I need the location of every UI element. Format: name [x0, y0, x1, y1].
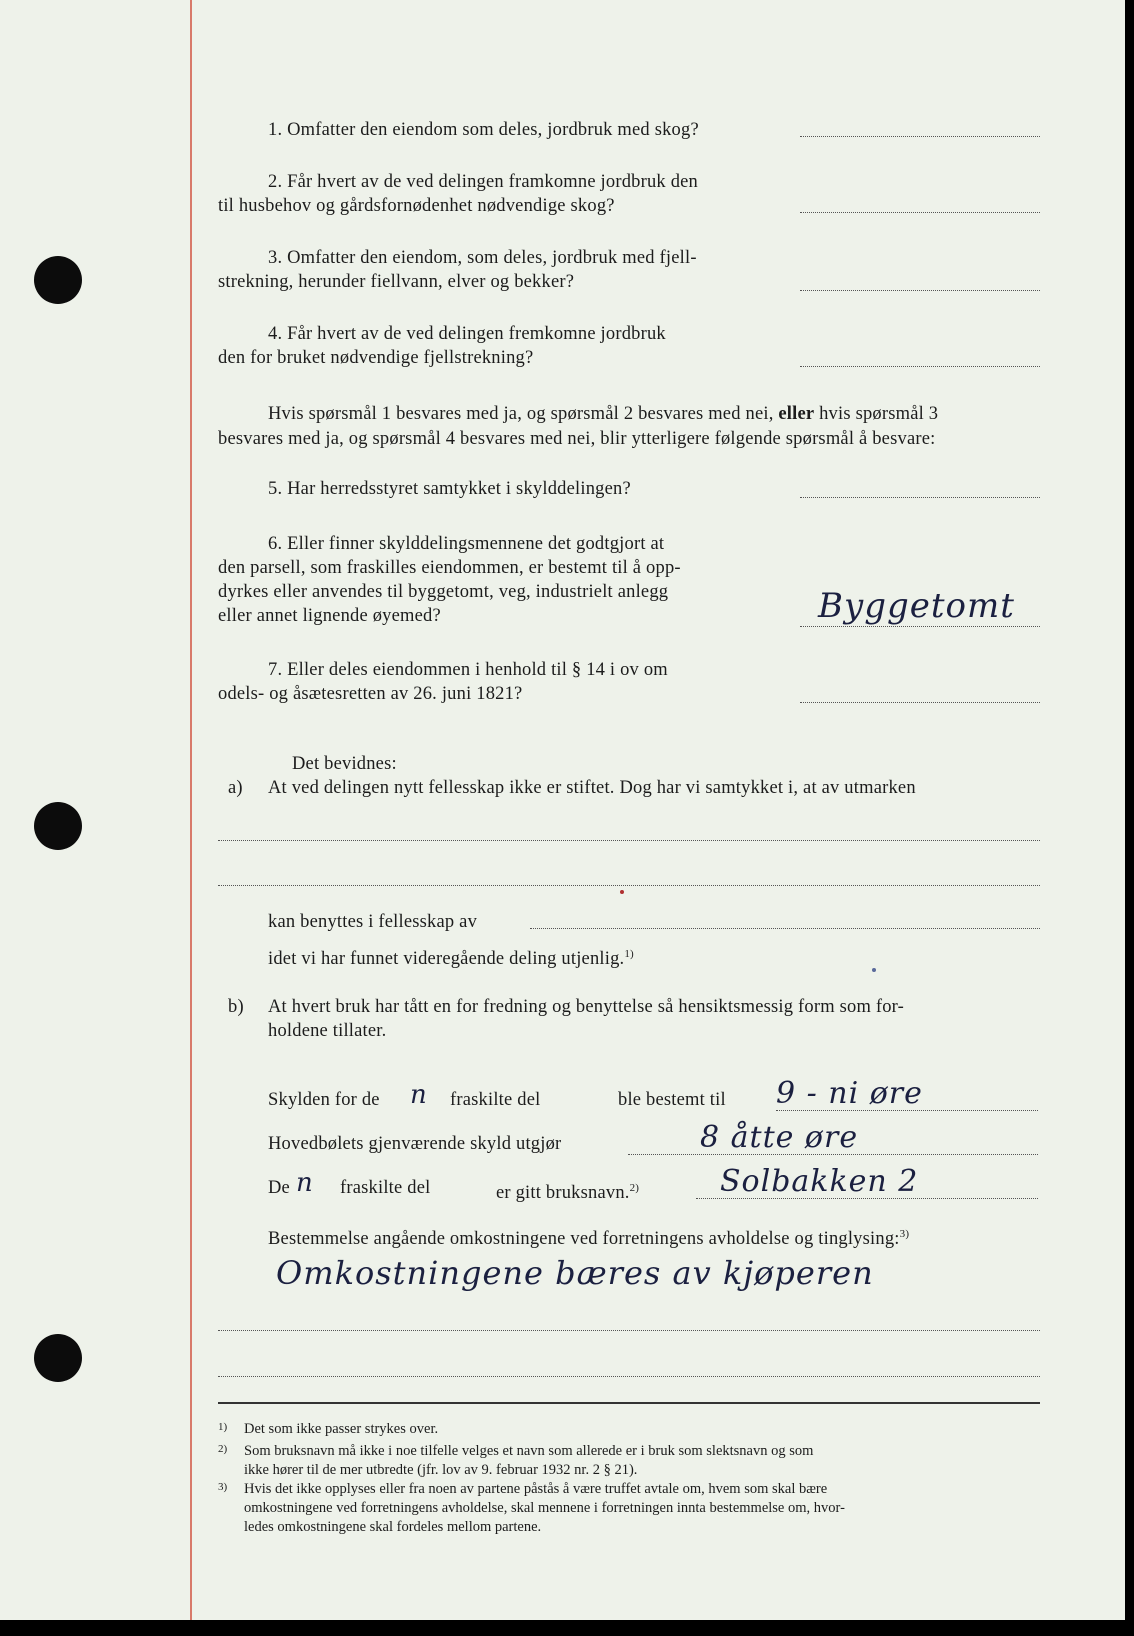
attest-a-blank-line-1[interactable]: [218, 840, 1040, 841]
question-3-line-1: 3. Omfatter den eiendom, som deles, jordbruk med fjell-: [268, 248, 697, 268]
attest-a-blank-line-2[interactable]: [218, 885, 1040, 886]
footnote-1-mark: 1): [218, 1421, 228, 1433]
footnote-3-line-3: ledes omkostningene skal fordeles mellom partene.: [244, 1519, 542, 1535]
skyld-line-3-fill: n: [296, 1168, 314, 1198]
question-1-answer-line[interactable]: [800, 136, 1040, 137]
skyld-line-1-label: Skylden for de: [268, 1090, 380, 1110]
question-2-line-2: til husbehov og gårdsfornødenhet nødvendige skog?: [218, 196, 615, 216]
attest-b-line-2: holdene tillater.: [268, 1021, 387, 1041]
question-5-line-1: 5. Har herredsstyret samtykket i skylddelingen?: [268, 479, 631, 499]
skyld-line-1-bestemt: ble bestemt til: [618, 1090, 726, 1110]
punch-hole-middle: [34, 802, 82, 850]
question-4-line-1: 4. Får hvert av de ved delingen fremkomne jordbruk: [268, 324, 666, 344]
attest-a-line-3: kan benyttes i fellesskap av: [268, 912, 478, 932]
hovedbol-handwritten-amount: 8 åtte øre: [700, 1120, 859, 1155]
attest-b-marker: b): [228, 997, 244, 1017]
omkostning-blank-line-2[interactable]: [218, 1376, 1040, 1377]
omkostning-handwritten: Omkostningene bæres av kjøperen: [276, 1254, 874, 1292]
instruction-line-2: besvares med ja, og spørsmål 4 besvares med nei, blir ytterligere følgende spørsmål å besvare:: [218, 429, 936, 449]
skyld-line-1-answer-line[interactable]: [776, 1110, 1038, 1111]
bruksnavn-handwritten: Solbakken 2: [720, 1164, 919, 1199]
skyld-line-2-answer-line[interactable]: [628, 1154, 1038, 1155]
question-6-line-2: den parsell, som fraskilles eiendommen, er bestemt til å opp-: [218, 558, 681, 578]
punch-hole-bottom: [34, 1334, 82, 1382]
skyld-line-3-label: De: [268, 1178, 290, 1198]
question-2-line-1: 2. Får hvert av de ved delingen framkomne jordbruk den: [268, 172, 699, 192]
omkostning-blank-line-1[interactable]: [218, 1330, 1040, 1331]
skyld-handwritten-amount: 9 - ni øre: [776, 1076, 923, 1111]
skyld-line-3-bruksnavn: er gitt bruksnavn.$^{2)}$: [496, 1182, 640, 1204]
question-5-answer-line[interactable]: [800, 497, 1040, 498]
attest-a-marker: a): [228, 778, 243, 798]
question-1-line-1: 1. Omfatter den eiendom som deles, jordbruk med skog?: [268, 120, 699, 140]
punch-hole-top: [34, 256, 82, 304]
question-6-line-4: eller annet lignende øyemed?: [218, 606, 441, 626]
footnote-1-text: Det som ikke passer strykes over.: [244, 1421, 439, 1437]
margin-rule: [190, 0, 192, 1620]
footnote-ref-2: 2): [629, 1182, 640, 1194]
skyld-line-2-label: Hovedbølets gjenværende skyld utgjør: [268, 1134, 562, 1154]
question-7-line-2: odels- og åsætesretten av 26. juni 1821?: [218, 684, 523, 704]
footnote-ref-3: 3): [899, 1228, 910, 1240]
omkostning-label: Bestemmelse angående omkostningene ved forretningens avholdelse og tinglysing:$^{3)}$: [268, 1228, 910, 1250]
question-3-answer-line[interactable]: [800, 290, 1040, 291]
scan-speck: [620, 890, 624, 894]
attest-a-fellesskap-line[interactable]: [530, 928, 1040, 929]
question-6-answer-line[interactable]: [800, 626, 1040, 627]
footnote-ref-1: 1): [624, 948, 634, 960]
question-3-line-2: strekning, herunder fiellvann, elver og bekker?: [218, 272, 575, 292]
footnote-2-line-1: Som bruksnavn må ikke i noe tilfelle velges et navn som allerede er i bruk som slektsnavn og som: [244, 1443, 814, 1459]
attest-heading: Det bevidnes:: [292, 754, 397, 774]
question-7-line-1: 7. Eller deles eiendommen i henhold til § 14 i ov om: [268, 660, 668, 680]
footnote-2-line-2: ikke hører til de mer utbredte (jfr. lov av 9. februar 1932 nr. 2 § 21).: [244, 1462, 638, 1478]
attest-a-line-4: idet vi har funnet videregående deling utjenlig.$^{1)}$: [268, 948, 634, 970]
question-6-handwritten-answer: Byggetomt: [818, 586, 1015, 626]
instruction-line-1: Hvis spørsmål 1 besvares med ja, og spørsmål 2 besvares med nei, eller hvis spørsmål 3: [268, 404, 939, 424]
question-4-line-2: den for bruket nødvendige fjellstrekning?: [218, 348, 534, 368]
skyld-line-1-fill: n: [410, 1080, 428, 1110]
skyld-line-3-part: fraskilte del: [340, 1178, 431, 1198]
scan-speck: [872, 968, 876, 972]
footnote-separator: [218, 1402, 1040, 1404]
footnote-2-mark: 2): [218, 1443, 228, 1455]
attest-a-text: At ved delingen nytt fellesskap ikke er stiftet. Dog har vi samtykket i, at av utmarken: [268, 778, 916, 798]
question-6-line-1: 6. Eller finner skylddelingsmennene det godtgjort at: [268, 534, 665, 554]
footnote-3-line-1: Hvis det ikke opplyses eller fra noen av partene påstås å være truffet avtale om, hvem som skal bære: [244, 1481, 828, 1497]
footnote-3-mark: 3): [218, 1481, 228, 1493]
attest-b-line-1: At hvert bruk har tått en for fredning og benyttelse så hensiktsmessig form som for-: [268, 997, 905, 1017]
footnote-3-line-2: omkostningene ved forretningens avholdelse, skal mennene i forretningen innta bestemmelse om, hvor-: [244, 1500, 845, 1516]
question-2-answer-line[interactable]: [800, 212, 1040, 213]
skyld-line-3-answer-line[interactable]: [696, 1198, 1038, 1199]
question-6-line-3: dyrkes eller anvendes til byggetomt, veg, industrielt anlegg: [218, 582, 669, 602]
skyld-line-1-part: fraskilte del: [450, 1090, 541, 1110]
question-4-answer-line[interactable]: [800, 366, 1040, 367]
question-7-answer-line[interactable]: [800, 702, 1040, 703]
